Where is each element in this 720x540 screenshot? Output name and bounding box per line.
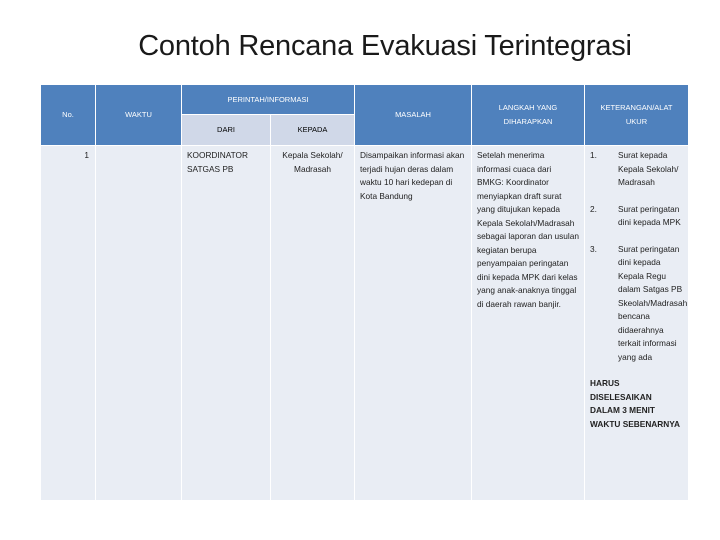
table-row <box>41 146 689 501</box>
keterangan-list <box>590 149 688 364</box>
list-item: 2. Surat peringatan dini kepada MPK <box>590 203 681 227</box>
header-waktu: WAKTU <box>96 85 182 146</box>
header-no: No. <box>41 85 96 146</box>
header-dari: DARI <box>182 115 271 146</box>
slide-title: Contoh Rencana Evakuasi Terintegrasi <box>138 30 632 62</box>
cell-langkah: Setelah menerima informasi cuaca dari BMKG: Koordinator menyiapkan draft surat yang ditujukan kepada Kepala Sekolah/Madrasah sebagai laporan dan usulan kegiatan berupa penyampaian peringatan dini kepada MPK dari kelas yang anak-anaknya tinggal di daerah rawan banjir. <box>472 146 585 501</box>
cell-no: 1 <box>41 146 96 501</box>
header-langkah: LANGKAH YANG DIHARAPKAN <box>472 85 585 146</box>
deadline-note: HARUS DISELESAIKAN DALAM 3 MENIT WAKTU SEBENARNYA <box>590 378 681 429</box>
cell-dari: KOORDINATOR SATGAS PB <box>182 146 271 501</box>
cell-keterangan <box>585 146 689 501</box>
evacuation-plan-table <box>40 84 689 501</box>
list-item: 1. Surat kepada Kepala Sekolah/ Madrasah <box>590 150 679 187</box>
cell-waktu <box>96 146 182 501</box>
header-masalah: MASALAH <box>355 85 472 146</box>
cell-kepada: Kepala Sekolah/ Madrasah <box>271 146 355 501</box>
header-keterangan: KETERANGAN/ALAT UKUR <box>585 85 689 146</box>
cell-masalah: Disampaikan informasi akan terjadi hujan deras dalam waktu 10 hari kedepan di Kota Bandung <box>355 146 472 501</box>
header-perintah: PERINTAH/INFORMASI <box>182 85 355 115</box>
list-item: 3. Surat peringatan dini kepada Kepala Regu dalam Satgas PB Skeolah/Madrasah bencana didaerahnya terkait informasi yang ada <box>590 243 688 362</box>
header-kepada: KEPADA <box>271 115 355 146</box>
